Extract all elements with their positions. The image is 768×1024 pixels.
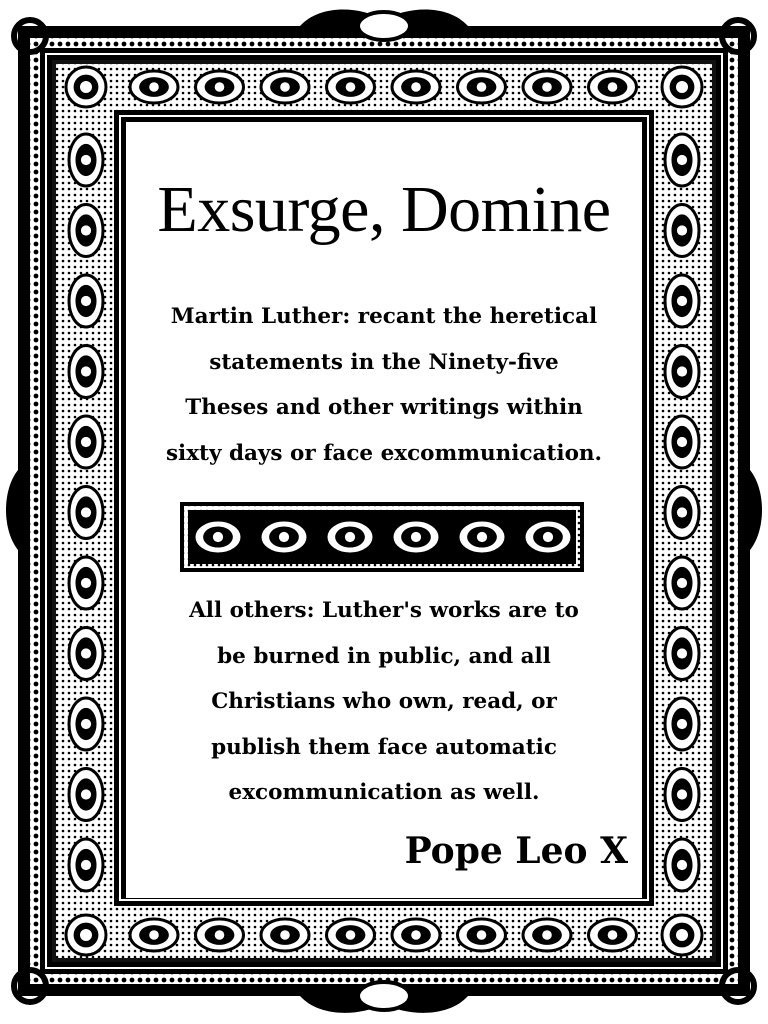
medallion-ornament (69, 628, 103, 680)
medallion-ornament (665, 769, 699, 821)
text-line: All others: Luther's works are to (189, 598, 579, 623)
medallion-ornament (69, 205, 103, 257)
medallion-ornament (69, 698, 103, 750)
medallion-ornament (665, 487, 699, 539)
medallion-ornament (523, 71, 571, 103)
medallion-ornament (662, 67, 702, 107)
medallion-ornament (589, 71, 637, 103)
medallion-ornament (327, 71, 375, 103)
medallion-ornament (589, 919, 637, 951)
medallion-ornament (69, 487, 103, 539)
medallion-ornament (69, 416, 103, 468)
proclamation-panel (128, 122, 640, 894)
page-title: Exsurge, Domine (157, 173, 611, 246)
medallion-ornament (69, 769, 103, 821)
medallion-ornament (261, 919, 309, 951)
medallion-ornament (665, 275, 699, 327)
medallion-ornament (392, 919, 440, 951)
medallion-ornament (130, 71, 178, 103)
text-line: be burned in public, and all (217, 643, 551, 669)
text-line: statements in the Ninety-five (209, 349, 559, 375)
medallion-ornament (458, 520, 506, 554)
medallion-ornament (66, 915, 106, 955)
medallion-ornament (194, 520, 242, 554)
medallion-ornament (69, 839, 103, 891)
ornamental-divider (180, 502, 584, 572)
medallion-ornament (392, 520, 440, 554)
text-line: publish them face automatic (211, 734, 557, 760)
others-paragraph (128, 588, 640, 816)
text-line: Theses and other writings within (185, 395, 583, 420)
medallion-ornament (69, 346, 103, 398)
text-line: Martin Luther: recant the heretical (170, 304, 598, 329)
text-line: Christians who own, read, or (211, 689, 557, 714)
text-line: sixty days or face excommunication. (165, 440, 603, 466)
medallion-ornament (196, 919, 244, 951)
medallion-ornament (327, 919, 375, 951)
medallion-ornament (662, 915, 702, 955)
medallion-ornament (665, 839, 699, 891)
text-line: excommunication as well. (228, 780, 540, 805)
medallion-ornament (665, 205, 699, 257)
medallion-ornament (665, 628, 699, 680)
medallion-ornament (392, 71, 440, 103)
medallion-ornament (458, 71, 506, 103)
medallion-ornament (458, 919, 506, 951)
luther-paragraph (128, 294, 640, 476)
medallion-ornament (665, 698, 699, 750)
medallion-ornament (665, 416, 699, 468)
signature: Pope Leo X (404, 830, 628, 872)
medallion-ornament (665, 346, 699, 398)
medallion-ornament (69, 134, 103, 186)
medallion-ornament (326, 520, 374, 554)
medallion-ornament (260, 520, 308, 554)
medallion-ornament (69, 275, 103, 327)
medallion-ornament (196, 71, 244, 103)
medallion-ornament (66, 67, 106, 107)
medallion-ornament (523, 919, 571, 951)
medallion-ornament (524, 520, 572, 554)
medallion-ornament (130, 919, 178, 951)
medallion-ornament (665, 557, 699, 609)
medallion-ornament (665, 134, 699, 186)
medallion-ornament (261, 71, 309, 103)
medallion-ornament (69, 557, 103, 609)
